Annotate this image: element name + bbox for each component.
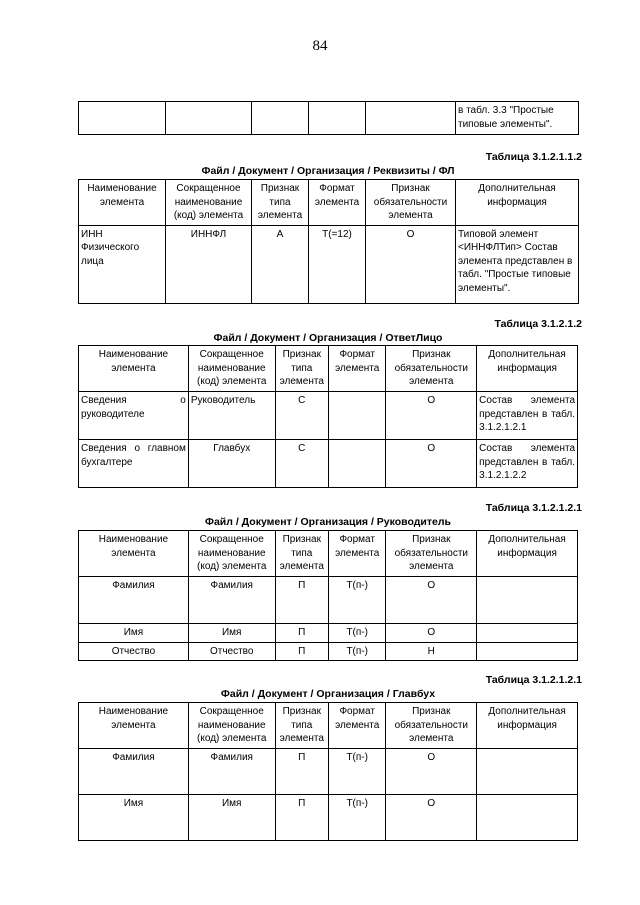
col-header: Наименование элемента [79,346,189,392]
cell: О [386,795,477,841]
cell: Т(п-) [328,624,385,643]
cell: Состав элемента представлен в табл. 3.1.2.1.2.1 [477,392,578,440]
table-title: Файл / Документ / Организация / ОтветЛицо [213,332,443,344]
cell: Фамилия [79,749,189,795]
col-header: Признак обязательности элемента [386,703,477,749]
col-header: Признак обязательности элемента [386,531,477,577]
table-row [79,642,578,661]
cell [477,749,578,795]
table-fl [78,179,579,304]
cell: С [275,392,328,440]
cell: Сведения о руководителе [79,392,189,440]
table-row [79,577,578,624]
cell: ИННФЛ [166,225,252,303]
cell: Имя [188,624,275,643]
col-header: Сокращенное наименование (код) элемента [166,180,252,226]
cell: О [386,392,477,440]
cell: Имя [79,624,189,643]
cell: О [366,225,456,303]
col-header: Наименование элемента [79,531,189,577]
col-header: Наименование элемента [79,703,189,749]
table-row [79,624,578,643]
col-header: Формат элемента [328,531,385,577]
cell: Главбух [188,440,275,488]
page-number: 84 [312,38,328,54]
cell: П [275,642,328,661]
cell: Типовой элемент <ИННФЛТип> Состав элемента представлен в табл. "Простые типовые элементы". [456,225,579,303]
cell: Т(п-) [328,642,385,661]
cell: О [386,624,477,643]
col-header: Признак типа элемента [275,346,328,392]
table-rukovoditel [78,530,578,661]
cell: П [275,795,328,841]
cell: П [275,624,328,643]
table-row [79,795,578,841]
col-header: Сокращенное наименование (код) элемента [188,703,275,749]
cell: Отчество [188,642,275,661]
col-header: Формат элемента [328,346,385,392]
table-row [79,749,578,795]
cell: Сведения о главном бухгалтере [79,440,189,488]
cell: Фамилия [188,749,275,795]
header-row [79,531,578,577]
table-number: Таблица 3.1.2.1.1.2 [485,151,582,163]
cell: Т(п-) [328,577,385,624]
cell: О [386,749,477,795]
cell: О [386,440,477,488]
cell: Т(п-) [328,795,385,841]
table-row [79,440,578,488]
table-number: Таблица 3.1.2.1.2.1 [485,502,582,514]
col-header: Признак типа элемента [275,531,328,577]
cell: С [275,440,328,488]
cell [477,624,578,643]
col-header: Дополнительная информация [456,180,579,226]
cell [328,392,385,440]
table-title: Файл / Документ / Организация / Руководитель [205,516,451,528]
col-header: Признак обязательности элемента [366,180,456,226]
table-number: Таблица 3.1.2.1.2.1 [485,674,582,686]
cell: Т(=12) [309,225,366,303]
header-row [79,346,578,392]
table-number: Таблица 3.1.2.1.2 [494,318,582,330]
info-cell: в табл. 3.3 "Простые типовые элементы". [456,102,579,135]
cell: А [252,225,309,303]
table-otvetlico [78,345,578,488]
cell: П [275,577,328,624]
cell: ИНН Физического лица [79,225,166,303]
table-row [79,102,579,135]
cell: Фамилия [188,577,275,624]
cell: Имя [79,795,189,841]
cell: Н [386,642,477,661]
col-header: Наименование элемента [79,180,166,226]
header-row [79,703,578,749]
cell: Состав элемента представлен в табл. 3.1.2.1.2.2 [477,440,578,488]
col-header: Формат элемента [328,703,385,749]
cell: О [386,577,477,624]
cell: Руководитель [188,392,275,440]
cell [328,440,385,488]
header-row [79,180,579,226]
table-row [79,392,578,440]
col-header: Дополнительная информация [477,346,578,392]
top-fragment-table [78,101,579,135]
cell: П [275,749,328,795]
cell [477,577,578,624]
col-header: Сокращенное наименование (код) элемента [188,531,275,577]
table-glavbukh [78,702,578,841]
col-header: Признак обязательности элемента [386,346,477,392]
col-header: Дополнительная информация [477,531,578,577]
cell [477,642,578,661]
table-row [79,225,579,303]
cell: Фамилия [79,577,189,624]
cell: Т(п-) [328,749,385,795]
col-header: Формат элемента [309,180,366,226]
col-header: Сокращенное наименование (код) элемента [188,346,275,392]
cell: Имя [188,795,275,841]
cell: Отчество [79,642,189,661]
table-title: Файл / Документ / Организация / Главбух [220,688,436,700]
table-title: Файл / Документ / Организация / Реквизиты / ФЛ [201,165,455,177]
col-header: Дополнительная информация [477,703,578,749]
cell [477,795,578,841]
col-header: Признак типа элемента [275,703,328,749]
col-header: Признак типа элемента [252,180,309,226]
